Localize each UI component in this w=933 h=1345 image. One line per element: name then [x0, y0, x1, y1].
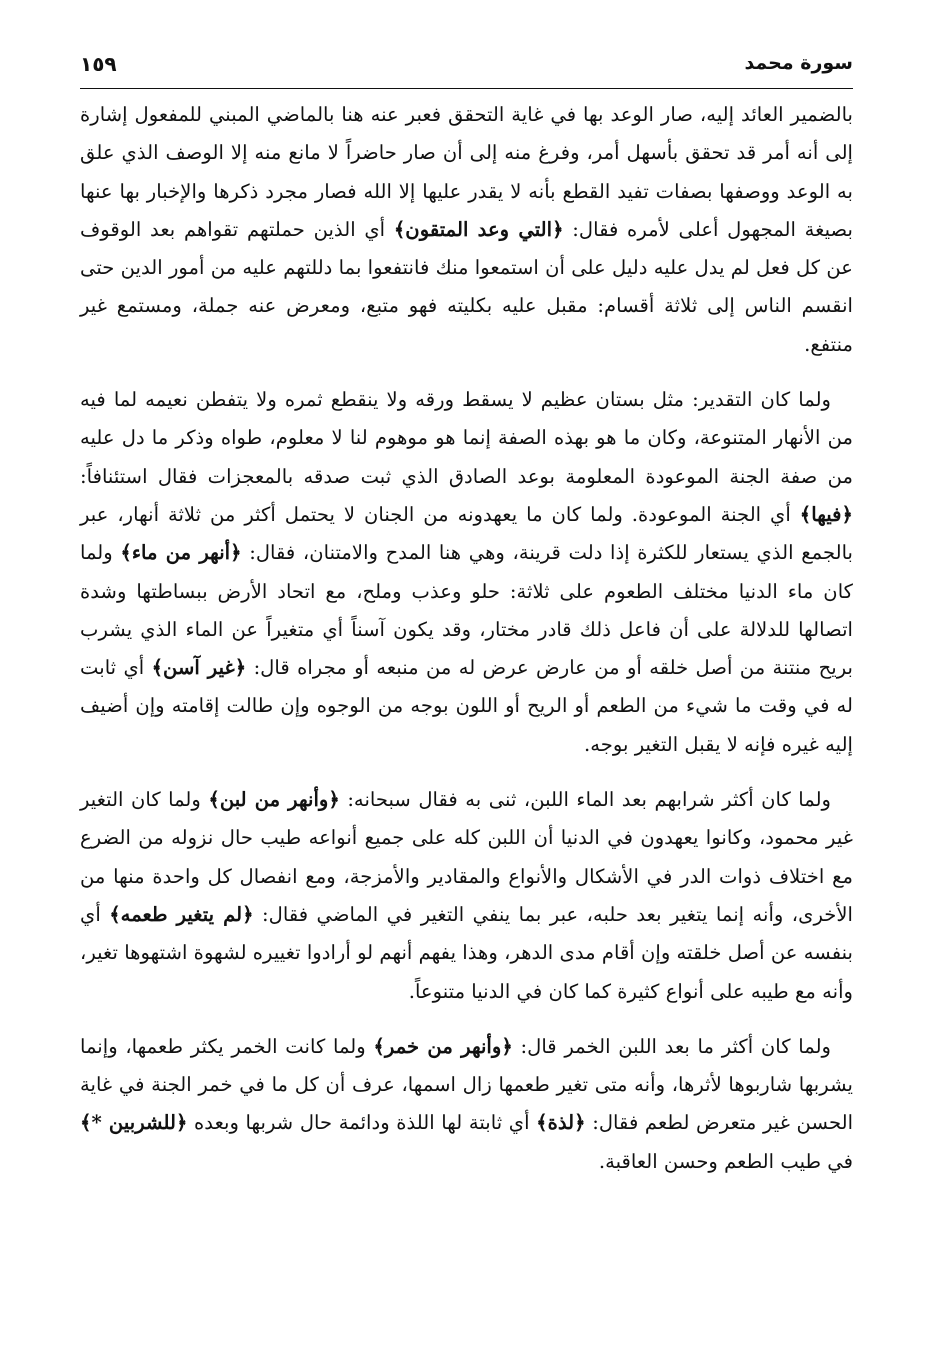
paragraph-3 [80, 781, 853, 1011]
page-header [80, 42, 853, 89]
text-segment: أي ثابتة لها اللذة ودائمة حال شربها وبعده [187, 1111, 537, 1135]
quran-quote: ﴿أنهر من ماء﴾ [120, 541, 242, 565]
text-segment: ولما كان أكثر شرابهم بعد الماء اللبن، ثنى به فقال سبحانه: [339, 788, 832, 812]
paragraph-2 [80, 381, 853, 764]
quran-quote: ﴿فيها﴾ [799, 502, 853, 526]
text-segment: ولما كانت الخمر يكثر طعمها، وإنما يشربها شاربوها لأثرها، وأنه متى تغير طعمها زال اسمها، عرف أن كل ما في خمر الجنة في غاية الحسن غير متعرض لطعم فقال: [80, 1034, 854, 1135]
text-segment: بالضمير العائد إليه، صار الوعد بها في غاية التحقق فعبر عنه هنا بالماضي المبني للمفعول إشارة إلى أنه أمر قد تحقق بأسهل أمر، وفرغ منه إلى أن صار حاضراً لا مانع منه إلا الوصف الذي علق به الوعد ووصفها بصفات تفيد القطع بأنه لا يقدر عليها إلا الله فصار مجرد ذكرها والإخبار بها عنها بصيغة المجهول أعلى لأمره فقال: [80, 103, 853, 241]
body-text [80, 96, 853, 1181]
quran-quote: ﴿وأنهر من لبن﴾ [208, 788, 340, 812]
quran-quote: ﴿غير آسن﴾ [151, 656, 247, 680]
surah-title: سورة محمد [744, 52, 853, 74]
quran-quote: ﴿وأنهر من خمر﴾ [373, 1034, 513, 1058]
paragraph-1 [80, 96, 853, 364]
text-segment: ولما كان ماء الدنيا مختلف الطعوم على ثلاثة: حلو وعذب وملح، مع اتحاد الأرض ببساطتها وشدة اتصالها للدلالة على أن فاعل ذلك قادر مختار، وقد يكون آسناً أي متغيراً عن الماء الذي يشرب بريح منتنة من أصل خلقه أو من عارض عرض له من منبعه أو مجراه قال: [80, 541, 853, 680]
text-segment: ولما كان التغير غير محمود، وكانوا يعهدون في الدنيا أن اللبن كله على جميع أنواعه طيب حال نزوله من الضرع مع اختلاف ذوات الدر في الأشكال والأنواع والمقادير والأمزجة، ومع انفصال كل واحدة منها من الأخرى، وأنه إنما يتغير بعد حلبه، عبر بما ينفي التغير في الماضي فقال: [80, 788, 853, 926]
text-segment: أي الجنة الموعودة. ولما كان ما يعهدونه من الجنان لا يحتمل أكثر من ثلاثة أنهار، عبر بالجمع الذي يستعار للكثرة إذا دلت قرينة، وهي هنا المدح والامتنان، فقال: [80, 502, 853, 565]
quran-quote: ﴿لذة﴾ [536, 1111, 586, 1135]
text-segment: أي ثابت له في وقت ما شيء من الطعم أو الريح أو اللون بوجه من الوجوه وإن طالت إقامته وإن أضيف إليه غيره فإنه لا يقبل التغير بوجه. [80, 656, 853, 756]
text-segment: ولما كان التقدير: مثل بستان عظيم لا يسقط ورقه ولا ينقطع ثمره ولا يتفطن نعيمه لما فيه من الأنهار المتنوعة، وكان ما هو بهذه الصفة إنما هو موهوم لنا لا معلوم، طواه وذكر ما دل عليه من صفة الجنة الموعودة المعلومة بوعد الصادق الذي ثبت صدقه بالمعجزات فقال استئنافاً: [80, 388, 853, 488]
quran-quote: ﴿التي وعد المتقون﴾ [393, 217, 564, 241]
quran-quote: ﴿للشربين *﴾ [80, 1111, 188, 1135]
text-segment: في طيب الطعم وحسن العاقبة. [598, 1149, 853, 1173]
text-segment: أي الذين حملتهم تقواهم بعد الوقوف عن كل فعل لم يدل عليه دليل على أن استمعوا منك فانتفعوا بما دللتهم عليه من أمور الدين حتى انقسم الناس إلى ثلاثة أقسام: مقبل عليه بكليته فهو متبع، ومعرض عنه جملة، ومستمع غير منتفع. [80, 217, 853, 356]
text-segment: ولما كان أكثر ما بعد اللبن الخمر قال: [512, 1034, 831, 1058]
page-number: ١٥٩ [80, 52, 117, 76]
text-segment: أي بنفسه عن أصل خلقته وإن أقام مدى الدهر، وهذا يفهم أنهم لو أرادوا تغييره لشهوة اشتهوها تغير، وأنه مع طيبه على أنواع كثيرة كما كان في الدنيا متنوعاً. [80, 902, 853, 1003]
quran-quote: ﴿لم يتغير طعمه﴾ [109, 902, 254, 926]
paragraph-4 [80, 1028, 853, 1181]
